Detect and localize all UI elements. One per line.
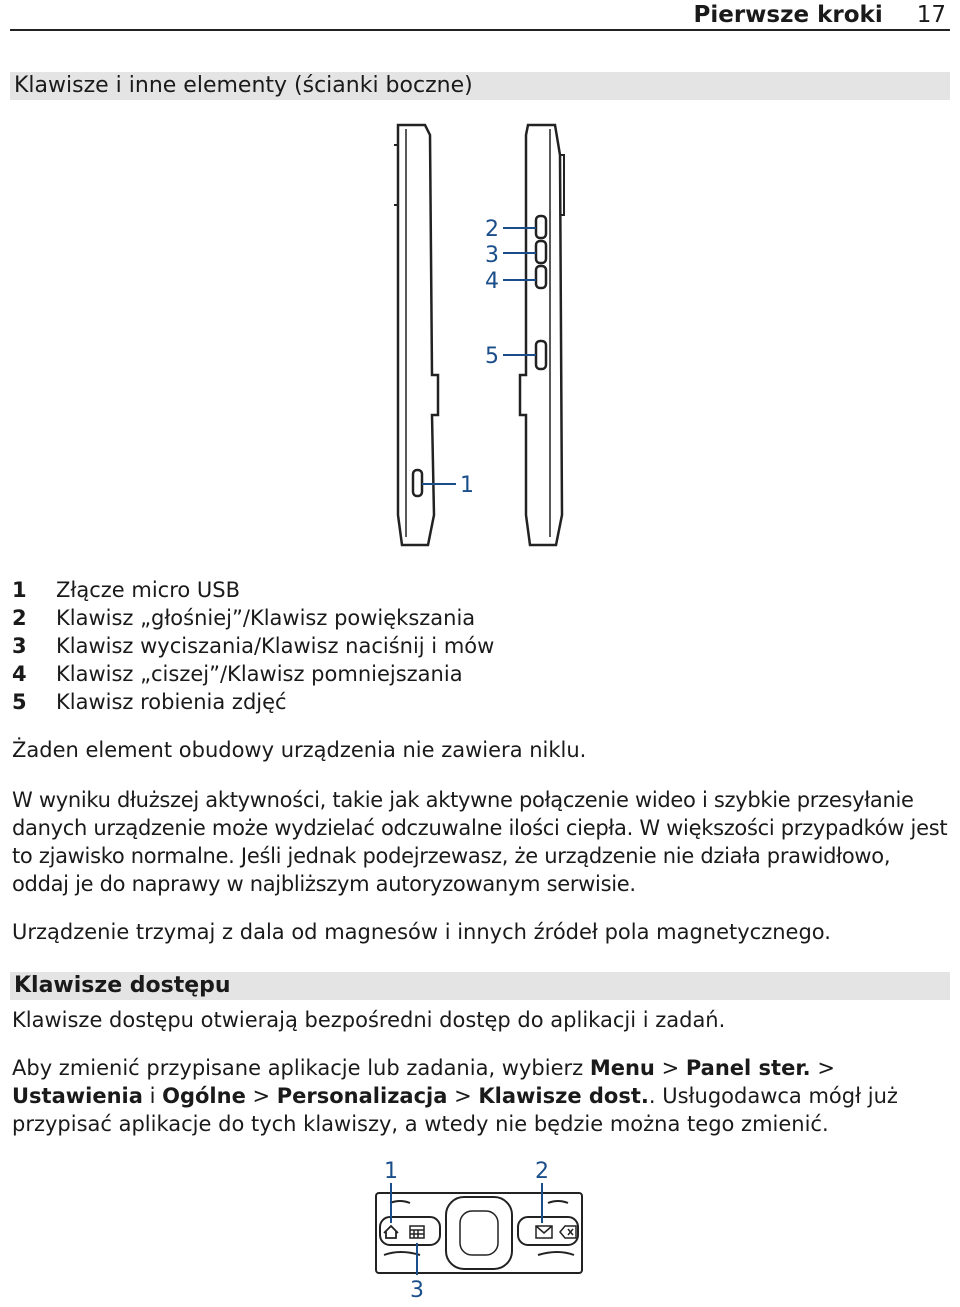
heat-note: W wyniku dłuższej aktywności, takie jak aktywne połączenie wideo i szybkie przesyłanie danych urządzenie może wydzielać odczuwalne ilości ciepła. W większości przypadków jest to zjawisko normalne. Jeśli jednak podejrzewasz, że urządzenie nie działa prawidłowo, oddaj je do naprawy w najbliższym autoryzowanym serwisie. (12, 788, 948, 896)
shortcut-intro: Klawisze dostępu otwierają bezpośredni dostęp do aplikacji i zadań. (12, 1008, 726, 1032)
section-heading-shortcut-keys: Klawisze dostępu (10, 972, 950, 1000)
nickel-note: Żaden element obudowy urządzenia nie zawiera niklu. (12, 738, 587, 762)
phone-right-side (520, 125, 564, 545)
section-heading-side-keys: Klawisze i inne elementy (ścianki boczne) (10, 72, 950, 100)
legend-list (12, 576, 494, 716)
navi-key (446, 1197, 512, 1269)
page-header (10, 0, 950, 31)
page-number: 17 (916, 2, 946, 28)
callout-5: 5 (485, 344, 499, 369)
volume-up-key-mark (536, 216, 546, 238)
keypad-callout-1: 1 (384, 1159, 398, 1184)
menu-path-general: Ogólne (162, 1084, 246, 1108)
keypad-callout-3: 3 (410, 1278, 424, 1303)
select-key (460, 1211, 498, 1255)
callout-1: 1 (460, 473, 474, 498)
menu-path-personalization: Personalizacja (276, 1084, 448, 1108)
menu-path-settings: Ustawienia (12, 1084, 143, 1108)
legend-item: 4 Klawisz „ciszej”/Klawisz pomniejszania (12, 662, 463, 686)
menu-path-shortcut-keys: Klawisze dost. (478, 1084, 649, 1108)
section-name: Pierwsze kroki (693, 2, 883, 28)
keypad-diagram (360, 1153, 600, 1303)
keypad-callout-2: 2 (535, 1159, 549, 1184)
legend-item: 3 Klawisz wyciszania/Klawisz naciśnij i mów (12, 634, 495, 658)
menu-path-menu: Menu (589, 1056, 655, 1080)
legend-item: 2 Klawisz „głośniej”/Klawisz powiększania (12, 606, 476, 630)
mute-key-mark (536, 241, 546, 263)
callout-4: 4 (485, 269, 499, 294)
mail-icon (536, 1226, 552, 1238)
camera-key-mark (536, 341, 546, 369)
shortcut-instructions: Aby zmienić przypisane aplikacje lub zadania, wybierz Menu > Panel ster. > Ustawienia i Ogólne > Personalizacja > Klawisze dost.. Usługodawca mógł już przypisać aplikacje do tych klawiszy, a wtedy nie będzie można tego zmienić. (12, 1056, 898, 1136)
volume-down-key-mark (536, 266, 546, 288)
phone-left-side (394, 125, 438, 545)
usb-connector-mark (413, 470, 422, 496)
backspace-icon (560, 1226, 576, 1238)
keypad-outline (376, 1193, 582, 1273)
menu-path-panel: Panel ster. (685, 1056, 811, 1080)
home-icon (384, 1226, 398, 1238)
callout-3: 3 (485, 243, 499, 268)
calendar-icon (410, 1226, 424, 1238)
legend-item: 1 Złącze micro USB (12, 578, 241, 602)
callout-2: 2 (485, 217, 499, 242)
magnet-note: Urządzenie trzymaj z dala od magnesów i innych źródeł pola magnetycznego. (12, 920, 831, 944)
legend-item: 5 Klawisz robienia zdjęć (12, 690, 287, 714)
phone-side-diagram (380, 115, 600, 555)
